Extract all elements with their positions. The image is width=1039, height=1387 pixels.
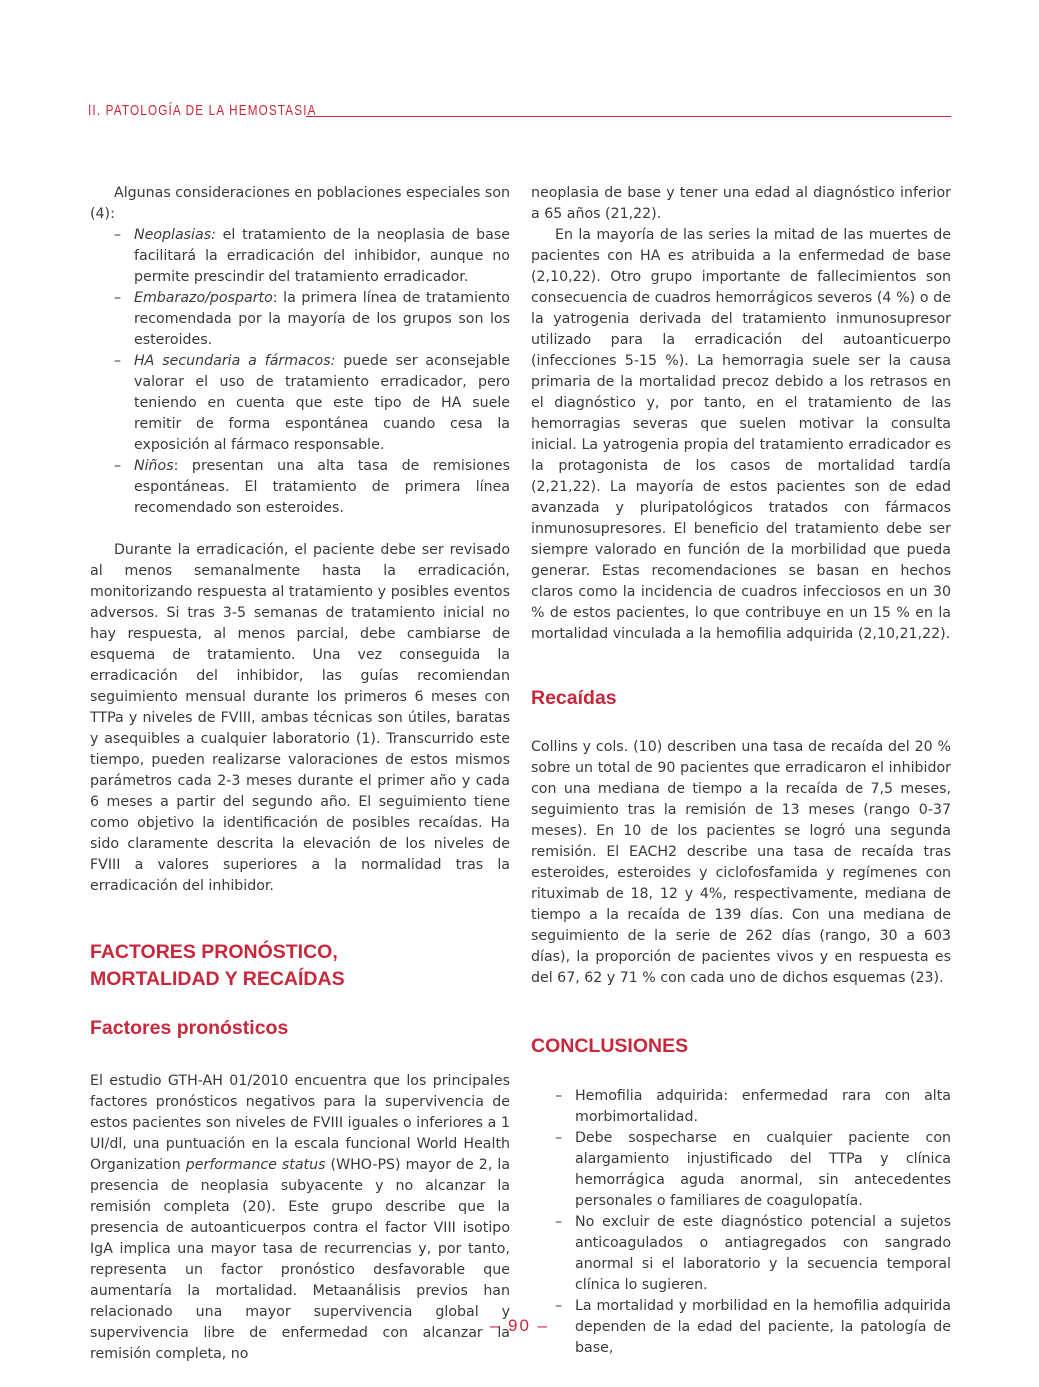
list-item-text: : presentan una alta tasa de remisiones espontáneas. El tratamiento de primera línea recomendado son esteroides. [134, 458, 510, 516]
list-item [114, 456, 510, 519]
list-item-term: Niños [134, 458, 174, 474]
section-heading-line: MORTALIDAD Y RECAÍDAS [90, 968, 345, 990]
list-item: – Debe sospecharse en cualquier paciente con alargamiento injustificado del TTPa y clínica hemorrágica aguda anormal, sin antecedentes personales o familiares de coagulopatía. [555, 1128, 951, 1212]
list-item [114, 288, 510, 351]
relapses-paragraph: Collins y cols. (10) describen una tasa de recaída del 20 % sobre un total de 90 pacientes que erradicaron el inhibidor con una mediana de tiempo a la recaída de 7,5 meses, seguimiento tras la remisión de 13 meses (rango 0-37 meses). En 10 de los pacientes se logró una segunda remisión. El EACH2 describe una tasa de recaída tras esteroides, esteroides y ciclofosfamida y regímenes con rituximab de 18, 12 y 4%, respectivamente, mediana de tiempo a la recaída de 139 días. Con una mediana de seguimiento de la serie de 262 días (rango, 30 a 603 días), la proporción de pacientes vivos y en respuesta es del 67, 62 y 71 % con cada uno de dichos esquemas (23). [531, 739, 951, 986]
section-heading-line: FACTORES PRONÓSTICO, [90, 941, 338, 963]
running-header [88, 96, 951, 120]
special-populations-list [90, 225, 510, 519]
list-item-text: : la primera línea de tratamiento recomendada por la mayoría de los grupos son los esteroides. [134, 290, 510, 348]
list-item-text: el tratamiento de la neoplasia de base facilitará la erradicación del inhibidor, aunque no permite prescindir del tratamiento erradicador. [134, 227, 510, 285]
subheading-relapses: Recaídas [531, 687, 617, 709]
prognostic-text: El estudio GTH-AH 01/2010 encuentra que los principales factores pronósticos negativos para la supervivencia de estos pacientes son niveles de FVIII iguales o inferiores a 1 UI/dl, una puntuación en la escala funcional World Health Organization [90, 1073, 510, 1173]
subheading-prognostic-factors: Factores pronósticos [90, 1017, 289, 1039]
running-header-title: II. PATOLOGÍA DE LA HEMOSTASIA [88, 102, 317, 119]
section-heading-conclusions: CONCLUSIONES [531, 1035, 689, 1057]
list-item: – Hemofilia adquirida: enfermedad rara con alta morbimortalidad. [555, 1086, 951, 1128]
list-item: – No excluir de este diagnóstico potencial a sujetos anticoagulados o antiagregados con sangrado anormal si el laboratorio y la secuencia temporal clínica lo sugieren. [555, 1212, 951, 1296]
continuation-paragraph: neoplasia de base y tener una edad al diagnóstico inferior a 65 años (21,22). [531, 185, 951, 222]
list-item [114, 225, 510, 288]
list-item-term: HA secundaria a fármacos: [134, 353, 336, 369]
list-item [114, 351, 510, 456]
list-item-term: Embarazo/posparto [134, 290, 273, 306]
list-item: – La mortalidad y morbilidad en la hemofilia adquirida dependen de la edad del paciente, la patología de base, [555, 1296, 951, 1359]
right-column [531, 183, 951, 1359]
prognostic-text: (WHO-PS) mayor de 2, la presencia de neoplasia subyacente y no alcanzar la remisión completa (20). Este grupo describe que la presencia de autoanticuerpos contra el factor VIII isotipo IgA implica una mayor tasa de recurrencias y, por tanto, representa un factor pronóstico desfavorable que aumentaría la mortalidad. Metaanálisis previos han relacionado una mayor supervivencia global y supervivencia libre de enfermedad con alcanzar la remisión completa, no [90, 1157, 511, 1362]
follow-up-paragraph: Durante la erradicación, el paciente debe ser revisado al menos semanalmente hasta la erradicación, monitorizando respuesta al tratamiento y posibles eventos adversos. Si tras 3-5 semanas de tratamiento inicial no hay respuesta, al menos parcial, debe cambiarse de esquema de tratamiento. Una vez conseguida la erradicación del inhibidor, las guías recomiendan seguimiento mensual durante los primeros 6 meses con TTPa y niveles de FVIII, ambas técnicas son útiles, baratas y asequibles a cualquier laboratorio (1). Transcurrido este tiempo, pueden realizarse valoraciones de estos mismos parámetros cada 2-3 meses durante el primer año y cada 6 meses a partir del segundo año. El seguimiento tiene como objetivo la identificación de posibles recaídas. Ha sido claramente descrita la elevación de los niveles de FVIII a valores superiores a la normalidad tras la erradicación del inhibidor. [90, 542, 510, 894]
header-rule [306, 116, 951, 117]
special-populations-intro: Algunas consideraciones en poblaciones especiales son (4): [90, 185, 510, 222]
section-heading-prognosis [90, 939, 510, 993]
page-number: – 90 – [489, 1316, 550, 1335]
list-item-term: Neoplasias: [134, 227, 216, 243]
list-item-text: puede ser aconsejable valorar el uso de tratamiento erradicador, pero teniendo en cuenta que este tipo de HA suele remitir de forma espontánea cuando cesa la exposición al fármaco responsable. [134, 353, 510, 453]
mortality-paragraph: En la mayoría de las series la mitad de las muertes de pacientes con HA es atribuida a la enfermedad de base (2,10,22). Otro grupo importante de fallecimientos son consecuencia de cuadros hemorrágicos severos (4 %) o de la yatrogenia derivada del tratamiento inmunosupresor utilizado para la erradicación del autoanticuerpo (infecciones 5-15 %). La hemorragia suele ser la causa primaria de la mortalidad precoz debido a los retrasos en el diagnóstico y, por tanto, en el tratamiento de las hemorragias severas que suelen motivar la consulta inicial. La yatrogenia propia del tratamiento erradicador es la protagonista de los casos de mortalidad tardía (2,21,22). La mayoría de estos pacientes son de edad avanzada y pluripatológicos tratados con fármacos inmunosupresores. El beneficio del tratamiento debe ser siempre valorado en función de la morbilidad que pueda generar. Estas recomendaciones se basan en hechos claros como la incidencia de cuadros infecciosos en un 30 % de estos pacientes, lo que contribuye en un 15 % en la mortalidad vinculada a la hemofilia adquirida (2,10,21,22). [531, 227, 951, 642]
prognostic-italic-term: performance status [185, 1157, 326, 1173]
left-column [90, 183, 510, 1365]
